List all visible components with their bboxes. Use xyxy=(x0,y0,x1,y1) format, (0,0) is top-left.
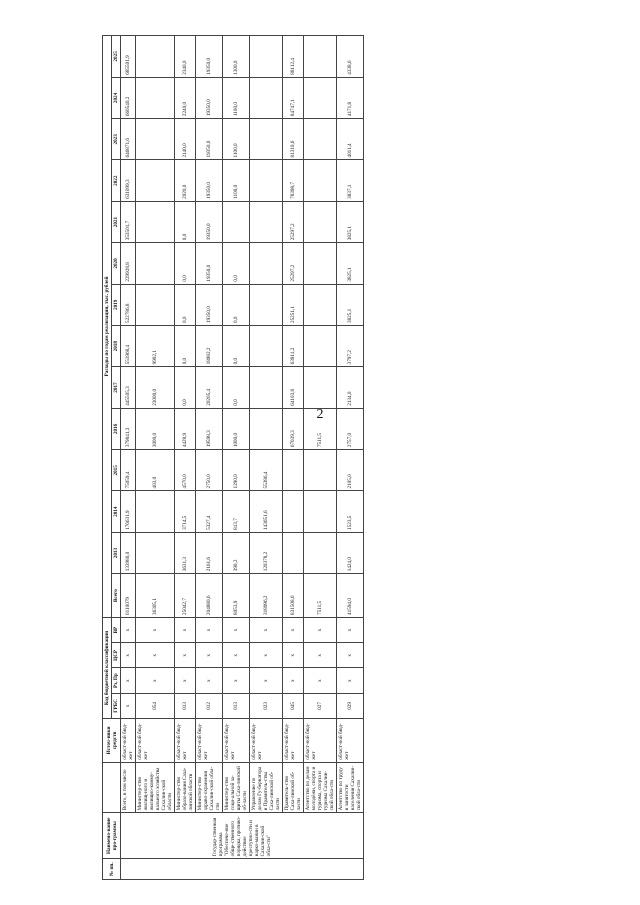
year-value-cell: 0,0 xyxy=(175,367,196,408)
year-value-cell: 229928,8 xyxy=(121,243,136,284)
csr-cell: х xyxy=(121,643,136,668)
header-year: 2024 xyxy=(112,77,121,118)
vr-cell: х xyxy=(175,617,196,642)
table-row xyxy=(121,36,136,880)
program-table-rotated xyxy=(102,35,364,880)
year-value-cell xyxy=(250,77,283,118)
year-value-cell xyxy=(136,77,175,118)
table-row xyxy=(337,36,364,880)
total-cell: 7511,5 xyxy=(304,574,337,618)
program-number-cell xyxy=(121,859,364,880)
year-value-cell xyxy=(250,243,283,284)
year-value-cell: 23000,0 xyxy=(136,367,175,408)
executor-cell: Министер-ство соци-альной за-щиты Саха-линской об-ласти xyxy=(223,762,250,813)
rzpr-cell: х xyxy=(175,668,196,693)
year-value-cell: 4171,8 xyxy=(337,77,364,118)
year-value-cell xyxy=(304,160,337,201)
year-value-cell: 1300,0 xyxy=(223,36,250,78)
header-budget-class: Код бюджетной классификации xyxy=(103,617,112,718)
year-value-cell: 0,0 xyxy=(223,284,250,325)
page-number: 2 xyxy=(316,407,324,422)
year-value-cell: 2140,0 xyxy=(175,119,196,160)
header-no: № пп. xyxy=(103,859,121,880)
year-value-cell: 84747,1 xyxy=(283,77,304,118)
source-cell: област-ной бюд-жет xyxy=(136,719,175,763)
year-value-cell: 9902,1 xyxy=(136,326,175,367)
header-csr: ЦСР xyxy=(112,643,121,668)
year-value-cell xyxy=(223,201,250,242)
total-cell: 8053,9 xyxy=(223,574,250,618)
executor-cell: Министер-ство здраво-охранения Сахалин-ской обла-сти xyxy=(196,762,223,813)
header-year: 2015 xyxy=(112,450,121,491)
rzpr-cell: х xyxy=(136,668,175,693)
year-value-cell: 2020,0 xyxy=(175,160,196,201)
grbs-cell: 045 xyxy=(283,693,304,718)
header-executor xyxy=(103,762,121,813)
year-value-cell xyxy=(136,491,175,532)
table-row xyxy=(304,36,337,880)
header-year: 2019 xyxy=(112,284,121,325)
header-year: 2025 xyxy=(112,36,121,78)
source-cell: област-ной бюд-жет xyxy=(175,719,196,763)
rzpr-cell: х xyxy=(304,668,337,693)
vr-cell: х xyxy=(304,617,337,642)
year-value-cell: 646871,6 xyxy=(121,119,136,160)
year-value-cell: 19350,0 xyxy=(196,284,223,325)
header-name: Наимено-вание про-граммы xyxy=(103,813,121,859)
executor-cell: Министер-ство образо-вания Саха-линской области xyxy=(175,762,196,813)
header-total: Всего xyxy=(112,574,121,618)
vr-cell: х xyxy=(196,617,223,642)
year-value-cell: 1290,0 xyxy=(223,450,250,491)
header-row-1 xyxy=(103,36,112,880)
year-value-cell: 81310,6 xyxy=(283,119,304,160)
year-value-cell: 1100,0 xyxy=(223,77,250,118)
rzpr-cell: х xyxy=(283,668,304,693)
year-value-cell: 55386,4 xyxy=(250,450,283,491)
rzpr-cell: х xyxy=(223,668,250,693)
year-value-cell: 5327,4 xyxy=(196,491,223,532)
grbs-cell: 012 xyxy=(196,693,223,718)
year-value-cell xyxy=(304,77,337,118)
source-cell: област-ной бюд-жет xyxy=(250,719,283,763)
executor-cell: Всего, в том числе xyxy=(121,762,136,813)
year-value-cell: 3631,3 xyxy=(175,532,196,573)
year-value-cell: 4338,6 xyxy=(337,36,364,78)
grbs-cell: 054 xyxy=(136,693,175,718)
year-value-cell: 25297,2 xyxy=(283,201,304,242)
year-value-cell: 0,0 xyxy=(175,284,196,325)
year-value-cell xyxy=(283,532,304,573)
year-value-cell: 445505,3 xyxy=(121,367,136,408)
year-value-cell xyxy=(304,243,337,284)
source-cell: област-ной бюд-жет xyxy=(121,719,136,763)
year-value-cell xyxy=(304,284,337,325)
year-value-cell: 2105,0 xyxy=(337,450,364,491)
year-value-cell xyxy=(304,491,337,532)
year-value-cell: 685501,9 xyxy=(121,36,136,78)
source-cell: област-ной бюд-жет xyxy=(304,719,337,763)
header-year: 2013 xyxy=(112,532,121,573)
year-value-cell: 19350,0 xyxy=(196,119,223,160)
header-rzpr: Рз, Пр xyxy=(112,668,121,693)
year-value-cell: 2340,0 xyxy=(175,36,196,78)
year-value-cell: 403,0 xyxy=(136,450,175,491)
year-value-cell xyxy=(304,450,337,491)
year-value-cell: 4428,9 xyxy=(175,408,196,449)
rzpr-cell: х xyxy=(337,668,364,693)
year-value-cell: 19350,0 xyxy=(196,243,223,284)
year-value-cell: 3825,1 xyxy=(337,284,364,325)
year-value-cell: 25297,2 xyxy=(283,243,304,284)
header-grbs: ГРБС xyxy=(112,693,121,718)
year-value-cell: 3797,2 xyxy=(337,326,364,367)
table-row xyxy=(136,36,175,880)
vr-cell: х xyxy=(121,617,136,642)
grbs-cell: 023 xyxy=(250,693,283,718)
grbs-cell: х xyxy=(121,693,136,718)
year-value-cell: 1424,0 xyxy=(337,532,364,573)
total-cell: 204880,6 xyxy=(196,574,223,618)
grbs-cell: 013 xyxy=(175,693,196,718)
year-value-cell: 19350,0 xyxy=(196,36,223,78)
year-value-cell: 19350,0 xyxy=(196,77,223,118)
year-value-cell: 631099,3 xyxy=(121,160,136,201)
year-value-cell xyxy=(250,408,283,449)
executor-cell: Агентство по труду и занятости населения Сахалин-ской обла-сти xyxy=(337,762,364,813)
year-value-cell: 2240,0 xyxy=(175,77,196,118)
year-value-cell: 0,0 xyxy=(223,367,250,408)
year-value-cell: 3000,0 xyxy=(136,408,175,449)
header-year: 2023 xyxy=(112,119,121,160)
year-value-cell: 3825,1 xyxy=(337,243,364,284)
total-cell: 41594,0 xyxy=(337,574,364,618)
year-value-cell xyxy=(250,36,283,78)
rzpr-cell: х xyxy=(250,668,283,693)
year-value-cell: 379841,3 xyxy=(121,408,136,449)
year-value-cell: 551968,4 xyxy=(121,326,136,367)
grbs-cell: 029 xyxy=(337,693,364,718)
year-value-cell: 522786,8 xyxy=(121,284,136,325)
year-value-cell: 25251,1 xyxy=(283,284,304,325)
total-cell: 831508,6 xyxy=(283,574,304,618)
header-year: 2017 xyxy=(112,367,121,408)
year-value-cell: 120378,2 xyxy=(250,532,283,573)
year-value-cell xyxy=(304,367,337,408)
vr-cell: х xyxy=(136,617,175,642)
csr-cell: х xyxy=(196,643,223,668)
csr-cell: х xyxy=(136,643,175,668)
year-value-cell: 19350,0 xyxy=(196,201,223,242)
csr-cell: х xyxy=(337,643,364,668)
header-source: Источ-ники средств xyxy=(103,719,121,763)
year-value-cell xyxy=(136,201,175,242)
year-value-cell: 67039,3 xyxy=(283,408,304,449)
table-row xyxy=(196,36,223,880)
year-value-cell xyxy=(304,119,337,160)
header-year: 2014 xyxy=(112,491,121,532)
year-value-cell: 3825,1 xyxy=(337,201,364,242)
header-year: 2020 xyxy=(112,243,121,284)
year-value-cell: 19350,0 xyxy=(196,160,223,201)
year-value-cell: 1000,0 xyxy=(223,408,250,449)
table-row xyxy=(175,36,196,880)
executor-cell: Агентство по делам молодёжи, спорта и туризма, спорта и туризма Сахалин-ской обла-сти xyxy=(304,762,337,813)
year-value-cell xyxy=(136,160,175,201)
year-value-cell xyxy=(250,326,283,367)
source-cell: област-ной бюд-жет xyxy=(223,719,250,763)
header-vr: ВР xyxy=(112,617,121,642)
year-value-cell: 2161,6 xyxy=(196,532,223,573)
total-cell: 25042,7 xyxy=(175,574,196,618)
executor-cell: Управление по делам Гу-бернатора и Правитель-ства Саха-линской об-ласти xyxy=(250,762,283,813)
year-value-cell xyxy=(250,201,283,242)
year-value-cell xyxy=(136,119,175,160)
year-value-cell: 75059,4 xyxy=(121,450,136,491)
year-value-cell: 2757,0 xyxy=(337,408,364,449)
year-value-cell: 0,0 xyxy=(223,326,250,367)
year-value-cell: 660540,2 xyxy=(121,77,136,118)
vr-cell: х xyxy=(223,617,250,642)
year-value-cell: 353501,7 xyxy=(121,201,136,242)
year-value-cell: 143651,6 xyxy=(250,491,283,532)
table-body xyxy=(121,36,364,880)
year-value-cell: 133980,0 xyxy=(121,532,136,573)
rzpr-cell: х xyxy=(196,668,223,693)
csr-cell: х xyxy=(223,643,250,668)
source-cell: област-ной бюд-жет xyxy=(283,719,304,763)
csr-cell: х xyxy=(250,643,283,668)
year-value-cell: 19598,3 xyxy=(196,408,223,449)
year-value-cell: 3714,5 xyxy=(175,491,196,532)
csr-cell: х xyxy=(283,643,304,668)
year-value-cell: 63911,2 xyxy=(283,326,304,367)
year-value-cell: 1100,0 xyxy=(223,119,250,160)
header-year: 2018 xyxy=(112,326,121,367)
year-value-cell xyxy=(250,367,283,408)
year-value-cell xyxy=(250,119,283,160)
year-value-cell: 18982,2 xyxy=(196,326,223,367)
year-value-cell: 2134,0 xyxy=(337,367,364,408)
total-cell: 318996,2 xyxy=(250,574,283,618)
program-table xyxy=(102,35,364,880)
table-row xyxy=(223,36,250,880)
executor-cell: Правитель-ство Саха-линской об-ласти xyxy=(283,762,304,813)
year-value-cell: 390,2 xyxy=(223,532,250,573)
executor-cell: Министер-ство жилищ-ного и жилищно-комму-нального хозяйства Сахалин-ской области xyxy=(136,762,175,813)
year-value-cell: 0,0 xyxy=(175,326,196,367)
header-year: 2021 xyxy=(112,201,121,242)
program-name-cell: Государ-ственная программа "Обеспече-ние обще-ственного порядка, противо-действие преступно-сти и нарко-мании в Сахалин-ской обла-сти" xyxy=(121,813,364,859)
year-value-cell: 0,0 xyxy=(175,243,196,284)
year-value-cell xyxy=(136,243,175,284)
year-value-cell xyxy=(304,532,337,573)
year-value-cell: 1100,0 xyxy=(223,160,250,201)
table-row xyxy=(283,36,304,880)
header-year: 2016 xyxy=(112,408,121,449)
total-cell: 6110079 xyxy=(121,574,136,618)
grbs-cell: 027 xyxy=(304,693,337,718)
header-year: 2022 xyxy=(112,160,121,201)
year-value-cell: 4011,4 xyxy=(337,119,364,160)
vr-cell: х xyxy=(337,617,364,642)
csr-cell: х xyxy=(175,643,196,668)
year-value-cell: 7511,5 xyxy=(304,408,337,449)
total-cell: 36305,1 xyxy=(136,574,175,618)
vr-cell: х xyxy=(250,617,283,642)
year-value-cell: 88112,4 xyxy=(283,36,304,78)
csr-cell: х xyxy=(304,643,337,668)
source-cell: област-ной бюд-жет xyxy=(196,719,223,763)
year-value-cell xyxy=(250,160,283,201)
vr-cell: х xyxy=(283,617,304,642)
rzpr-cell: х xyxy=(121,668,136,693)
year-value-cell: 3837,1 xyxy=(337,160,364,201)
table-row xyxy=(250,36,283,880)
year-value-cell: 813,7 xyxy=(223,491,250,532)
year-value-cell: 0,0 xyxy=(223,243,250,284)
year-value-cell xyxy=(304,201,337,242)
source-cell: област-ной бюд-жет xyxy=(337,719,364,763)
year-value-cell: 2750,0 xyxy=(196,450,223,491)
year-value-cell xyxy=(136,284,175,325)
year-value-cell: 20205,4 xyxy=(196,367,223,408)
year-value-cell xyxy=(250,284,283,325)
year-value-cell xyxy=(304,326,337,367)
year-value-cell xyxy=(136,532,175,573)
year-value-cell: 176631,9 xyxy=(121,491,136,532)
year-value-cell xyxy=(283,450,304,491)
year-value-cell xyxy=(283,491,304,532)
year-value-cell: 1523,5 xyxy=(337,491,364,532)
grbs-cell: 013 xyxy=(223,693,250,718)
year-value-cell: 64103,8 xyxy=(283,367,304,408)
year-value-cell: 4570,0 xyxy=(175,450,196,491)
year-value-cell xyxy=(304,36,337,78)
year-value-cell: 78398,7 xyxy=(283,160,304,201)
year-value-cell: 0,0 xyxy=(175,201,196,242)
header-expenses: Расходы по годам реализации, тыс. рублей xyxy=(103,36,112,618)
year-value-cell xyxy=(136,36,175,78)
